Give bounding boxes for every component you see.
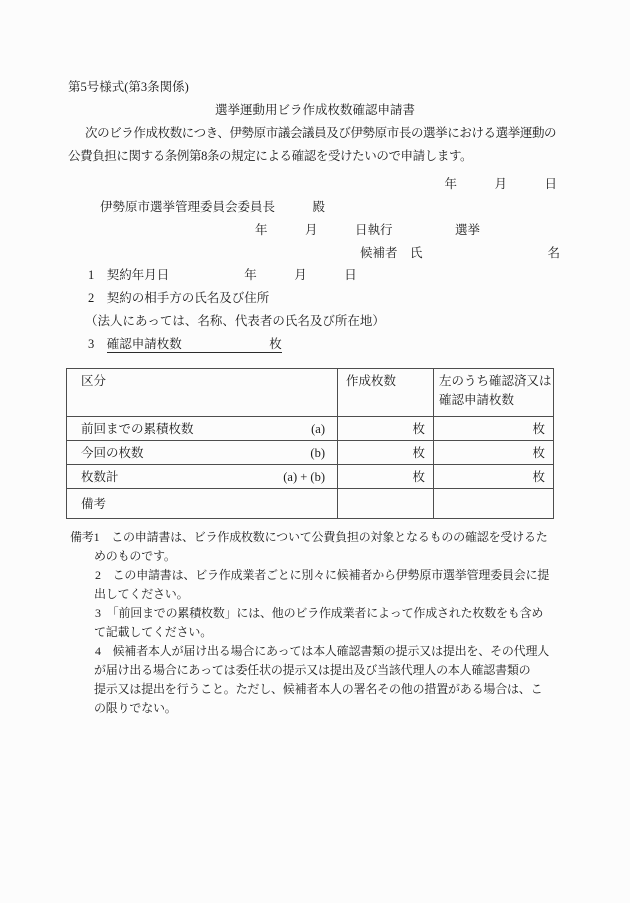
confirmed-count-cell xyxy=(434,489,554,519)
row-marker: (a) + (b) xyxy=(283,469,325,484)
row-label-cell xyxy=(67,465,338,489)
confirmed-count-cell: 枚 xyxy=(434,465,554,489)
note-line: て記載してください。 xyxy=(94,625,213,639)
form-number: 第5号様式(第3条関係) xyxy=(68,80,189,94)
row-label: 前回までの累積枚数 xyxy=(81,421,194,436)
row-label: 枚数計 xyxy=(81,469,119,484)
confirmed-count-cell: 枚 xyxy=(434,417,554,441)
row-label-cell xyxy=(67,489,338,519)
row-label-cell xyxy=(67,441,338,465)
note-line: 4 候補者本人が届け出る場合にあっては本人確認書類の提示又は提出を、その代理人 xyxy=(95,644,550,658)
row-label: 今回の枚数 xyxy=(81,445,144,460)
note-line: の限りでない。 xyxy=(94,701,177,715)
made-count-cell: 枚 xyxy=(338,465,434,489)
application-date-line: 年 月 日 xyxy=(444,177,557,191)
count-table xyxy=(66,368,554,519)
table-header-made-count: 作成枚数 xyxy=(338,369,434,417)
election-line: 年 月 日執行 選挙 xyxy=(255,223,481,237)
document-title: 選挙運動用ビラ作成枚数確認申請書 xyxy=(214,103,415,117)
note-line: が届け出る場合にあっては委任状の提示又は提出及び当該代理人の本人確認書類の xyxy=(94,663,531,677)
made-count-cell xyxy=(338,489,434,519)
made-count-cell: 枚 xyxy=(338,441,434,465)
item-2-contractor: 2 契約の相手方の氏名及び住所 xyxy=(88,291,270,305)
table-header-row xyxy=(67,369,554,417)
table-header-confirmed-count xyxy=(434,369,554,417)
item-3-number: 3 xyxy=(88,337,95,351)
note-line: 提示又は提出を行うこと。ただし、候補者本人の署名その他の措置がある場合は、こ xyxy=(94,682,543,696)
note-line: 出してください。 xyxy=(94,587,189,601)
confirmed-count-cell: 枚 xyxy=(434,441,554,465)
note-line: 2 この申請書は、ビラ作成業者ごとに別々に候補者から伊勢原市選挙管理委員会に提 xyxy=(95,568,550,582)
intro-line-1: 次のビラ作成枚数につき、伊勢原市議会議員及び伊勢原市長の選挙における選挙運動の xyxy=(85,126,557,140)
row-marker: (a) xyxy=(311,421,325,436)
note-line: 3 「前回までの累積枚数」には、他のビラ作成業者によって作成された枚数をも含め xyxy=(95,606,544,620)
item-2-note: （法人にあっては、名称、代表者の氏名及び所在地） xyxy=(85,314,385,328)
note-line: めのものです。 xyxy=(94,549,176,563)
table-row-cumulative xyxy=(67,417,554,441)
table-header-category: 区分 xyxy=(67,369,338,417)
row-label-cell xyxy=(67,417,338,441)
row-label: 備考 xyxy=(81,496,107,511)
note-line: 備考1 この申請書は、ビラ作成枚数について公費負担の対象となるものの確認を受けるた xyxy=(70,530,548,544)
item-1-contract-date: 1 契約年月日 年 月 日 xyxy=(88,268,357,282)
intro-line-2: 公費負担に関する条例第8条の規定による確認を受けたいので申請します。 xyxy=(68,149,473,163)
table-row-total xyxy=(67,465,554,489)
header-confirmed-line-2: 確認申請枚数 xyxy=(439,393,515,407)
candidate-name-line: 候補者 氏 名 xyxy=(360,246,561,260)
count-table-wrap xyxy=(66,368,554,519)
table-row-remarks xyxy=(67,489,554,519)
table-row-current xyxy=(67,441,554,465)
item-3-requested-count xyxy=(88,335,282,353)
row-marker: (b) xyxy=(310,445,325,460)
addressee-line: 伊勢原市選挙管理委員会委員長 殿 xyxy=(100,200,326,214)
made-count-cell: 枚 xyxy=(338,417,434,441)
item-3-count-field: 確認申請枚数 枚 xyxy=(106,337,282,351)
header-confirmed-line-1: 左のうち確認済又は xyxy=(439,374,552,388)
